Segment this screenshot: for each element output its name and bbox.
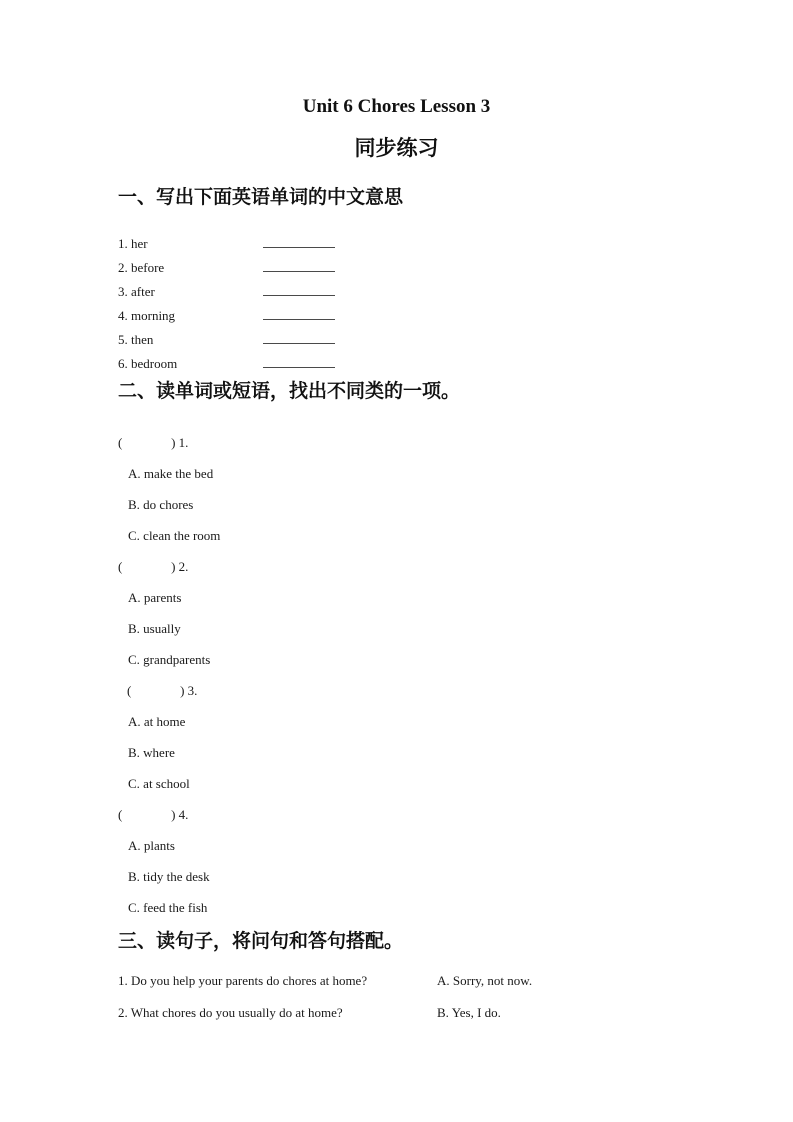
answer-blank xyxy=(263,258,335,272)
word-item-label: 5. then xyxy=(118,331,154,347)
word-item xyxy=(118,280,793,304)
section1-heading: 一、写出下面英语单词的中文意思 xyxy=(118,187,404,209)
matching-list xyxy=(0,965,793,1029)
word-item-label: 2. before xyxy=(118,259,165,275)
choice-group-1 xyxy=(118,427,793,551)
choice-prompt: ( ) 1. xyxy=(118,434,189,450)
word-item-label: 4. morning xyxy=(118,307,176,323)
choice-option-a: A. parents xyxy=(128,589,182,605)
choice-option-b: B. where xyxy=(128,744,175,760)
match-answer: B. Yes, I do. xyxy=(437,1004,501,1020)
answer-blank xyxy=(263,306,335,320)
page-subtitle: 同步练习 xyxy=(354,137,439,160)
word-item xyxy=(118,256,793,280)
section2-heading: 二、读单词或短语，找出不同类的一项。 xyxy=(118,380,461,402)
multiple-choice-list xyxy=(0,427,793,923)
vocabulary-list xyxy=(0,232,793,376)
match-question: 1. Do you help your parents do chores at home? xyxy=(118,972,368,988)
match-answer: A. Sorry, not now. xyxy=(437,972,533,988)
choice-option-b: B. tidy the desk xyxy=(128,868,210,884)
answer-blank xyxy=(263,282,335,296)
choice-option-b: B. usually xyxy=(128,620,181,636)
match-question: 2. What chores do you usually do at home? xyxy=(118,1004,343,1020)
choice-option-a: A. plants xyxy=(128,837,175,853)
word-item xyxy=(118,232,793,256)
choice-option-a: A. at home xyxy=(128,713,186,729)
choice-option-a: A. make the bed xyxy=(128,465,214,481)
choice-prompt: ( ) 2. xyxy=(118,558,189,574)
answer-blank xyxy=(263,330,335,344)
section3-heading: 三、读句子，将问句和答句搭配。 xyxy=(118,930,404,952)
match-pair-2 xyxy=(118,997,793,1029)
word-item-label: 3. after xyxy=(118,283,155,299)
choice-group-3 xyxy=(118,675,793,799)
word-item xyxy=(118,304,793,328)
choice-prompt: ( ) 4. xyxy=(118,806,189,822)
choice-group-4 xyxy=(118,799,793,923)
choice-option-b: B. do chores xyxy=(128,496,194,512)
choice-option-c: C. clean the room xyxy=(128,527,221,543)
match-pair-1 xyxy=(118,965,793,997)
word-item xyxy=(118,328,793,352)
page-title: Unit 6 Chores Lesson 3 xyxy=(302,96,491,117)
word-item-label: 1. her xyxy=(118,235,148,251)
answer-blank xyxy=(263,354,335,368)
choice-option-c: C. grandparents xyxy=(128,651,211,667)
choice-option-c: C. feed the fish xyxy=(128,899,208,915)
choice-prompt: ( ) 3. xyxy=(127,682,198,698)
word-item xyxy=(118,352,793,376)
word-item-label: 6. bedroom xyxy=(118,355,178,371)
choice-option-c: C. at school xyxy=(128,775,190,791)
choice-group-2 xyxy=(118,551,793,675)
answer-blank xyxy=(263,234,335,248)
